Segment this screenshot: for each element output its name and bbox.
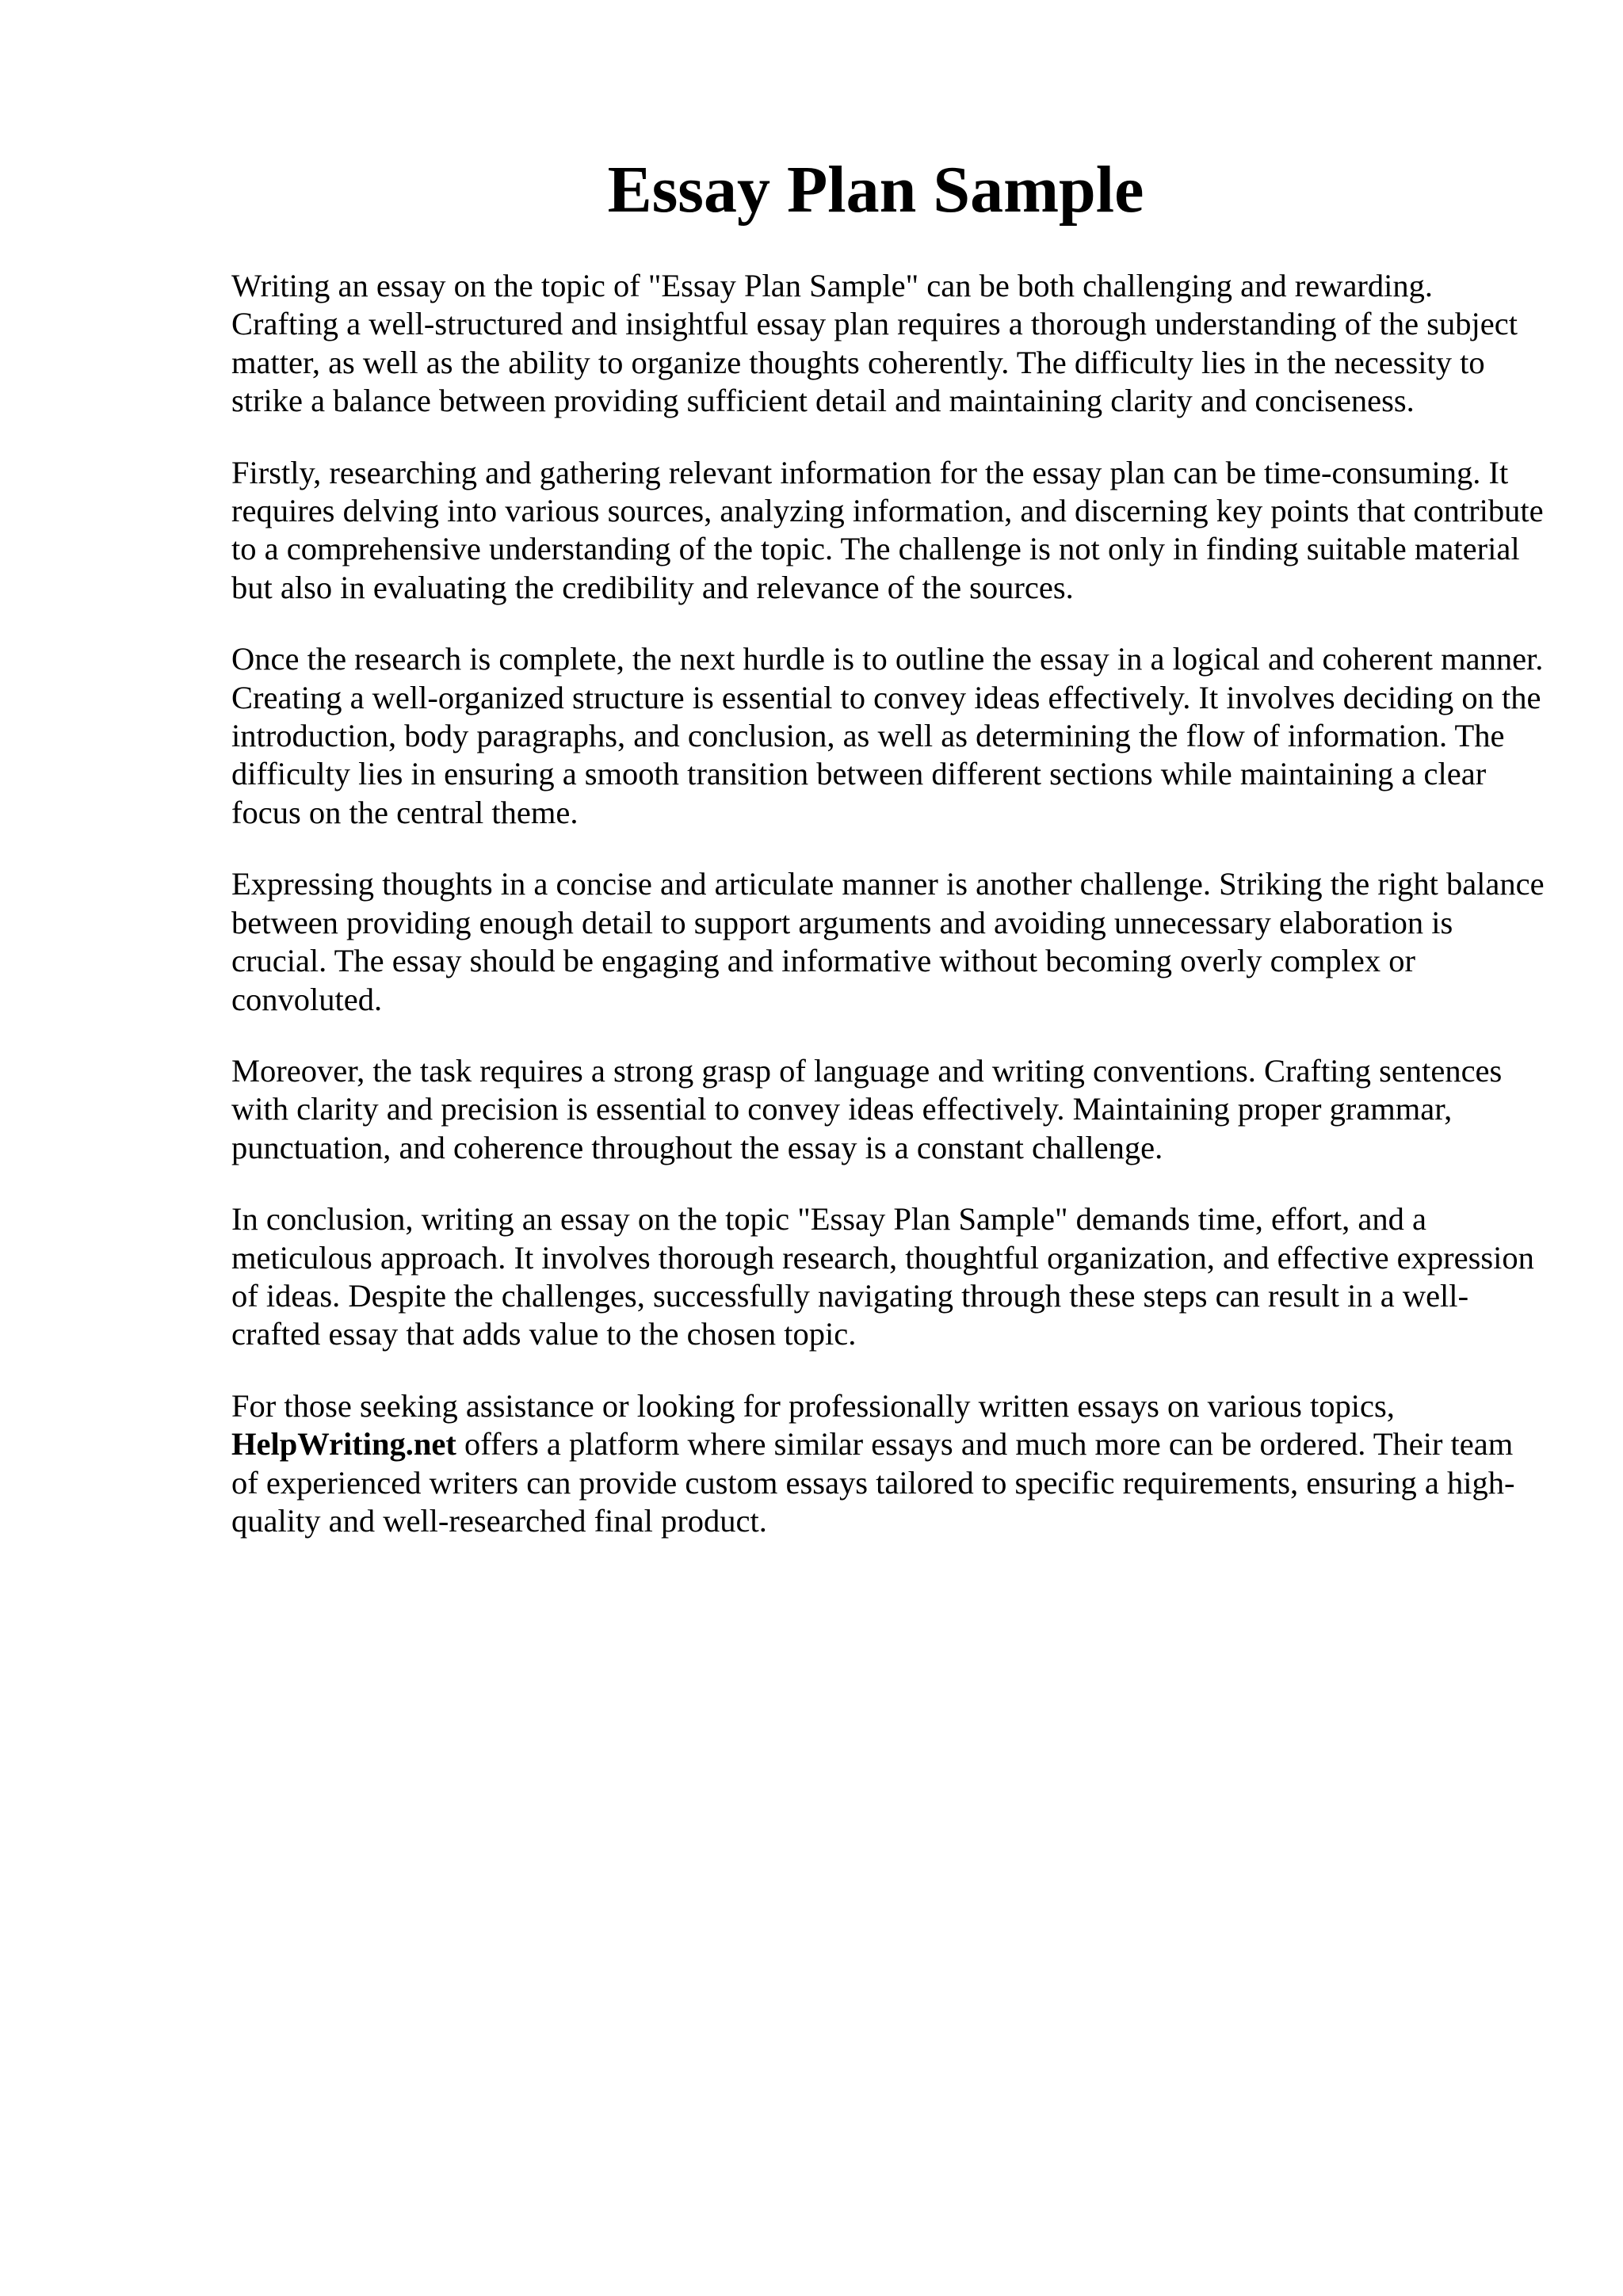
paragraph-conclusion: In conclusion, writing an essay on the topic "Essay Plan Sample" demands time, effort, and a meticulous approach. It involves thorough research, thoughtful organization, and effective expression of ideas. Despite the challenges, successfully navigating through these steps can result in a well-crafted essay that adds value to the chosen topic. bbox=[231, 1201, 1534, 1352]
paragraph-research: Firstly, researching and gathering relevant information for the essay plan can be time-consuming. It requires delving into various sources, analyzing information, and discerning key points that contribute to a comprehensive understanding of the topic. The challenge is not only in finding suitable material but also in evaluating the credibility and relevance of the sources. bbox=[231, 454, 1544, 605]
promo-intro-text: For those seeking assistance or looking for professionally written essays on various topics, bbox=[231, 1387, 1395, 1424]
paragraph-intro: Writing an essay on the topic of "Essay Plan Sample" can be both challenging and rewarding. Crafting a well-structured and insightful essay plan requires a thorough understanding of the subject matter, as well as the ability to organize thoughts coherently. The difficulty lies in the necessity to strike a balance between providing sufficient detail and maintaining clarity and conciseness. bbox=[231, 268, 1518, 419]
paragraph-expression: Expressing thoughts in a concise and articulate manner is another challenge. Striking the right balance between providing enough detail to support arguments and avoiding unnecessary elaboration is crucial. The essay should be engaging and informative without becoming overly complex or convoluted. bbox=[231, 866, 1545, 1017]
paragraph-language: Moreover, the task requires a strong grasp of language and writing conventions. Crafting sentences with clarity and precision is essential to convey ideas effectively. Maintaining proper grammar, punctuation, and coherence throughout the essay is a constant challenge. bbox=[231, 1052, 1503, 1165]
paragraph-promo bbox=[231, 1387, 1547, 1541]
brand-name: HelpWriting.net bbox=[231, 1426, 456, 1463]
page-title: Essay Plan Sample bbox=[607, 153, 1144, 227]
paragraph-outline: Once the research is complete, the next hurdle is to outline the essay in a logical and coherent manner. Creating a well-organized structure is essential to convey ideas effectively. It involves deciding on the introduction, body paragraphs, and conclusion, as well as determining the flow of information. The difficulty lies in ensuring a smooth transition between different sections while maintaining a clear focus on the central theme. bbox=[231, 641, 1544, 830]
essay-body bbox=[231, 267, 1547, 1573]
promo-rest-text: offers a platform where similar essays and much more can be ordered. Their team of experienced writers can provide custom essays tailored to specific requirements, ensuring a high-quality and well-researched final product. bbox=[231, 1426, 1515, 1539]
